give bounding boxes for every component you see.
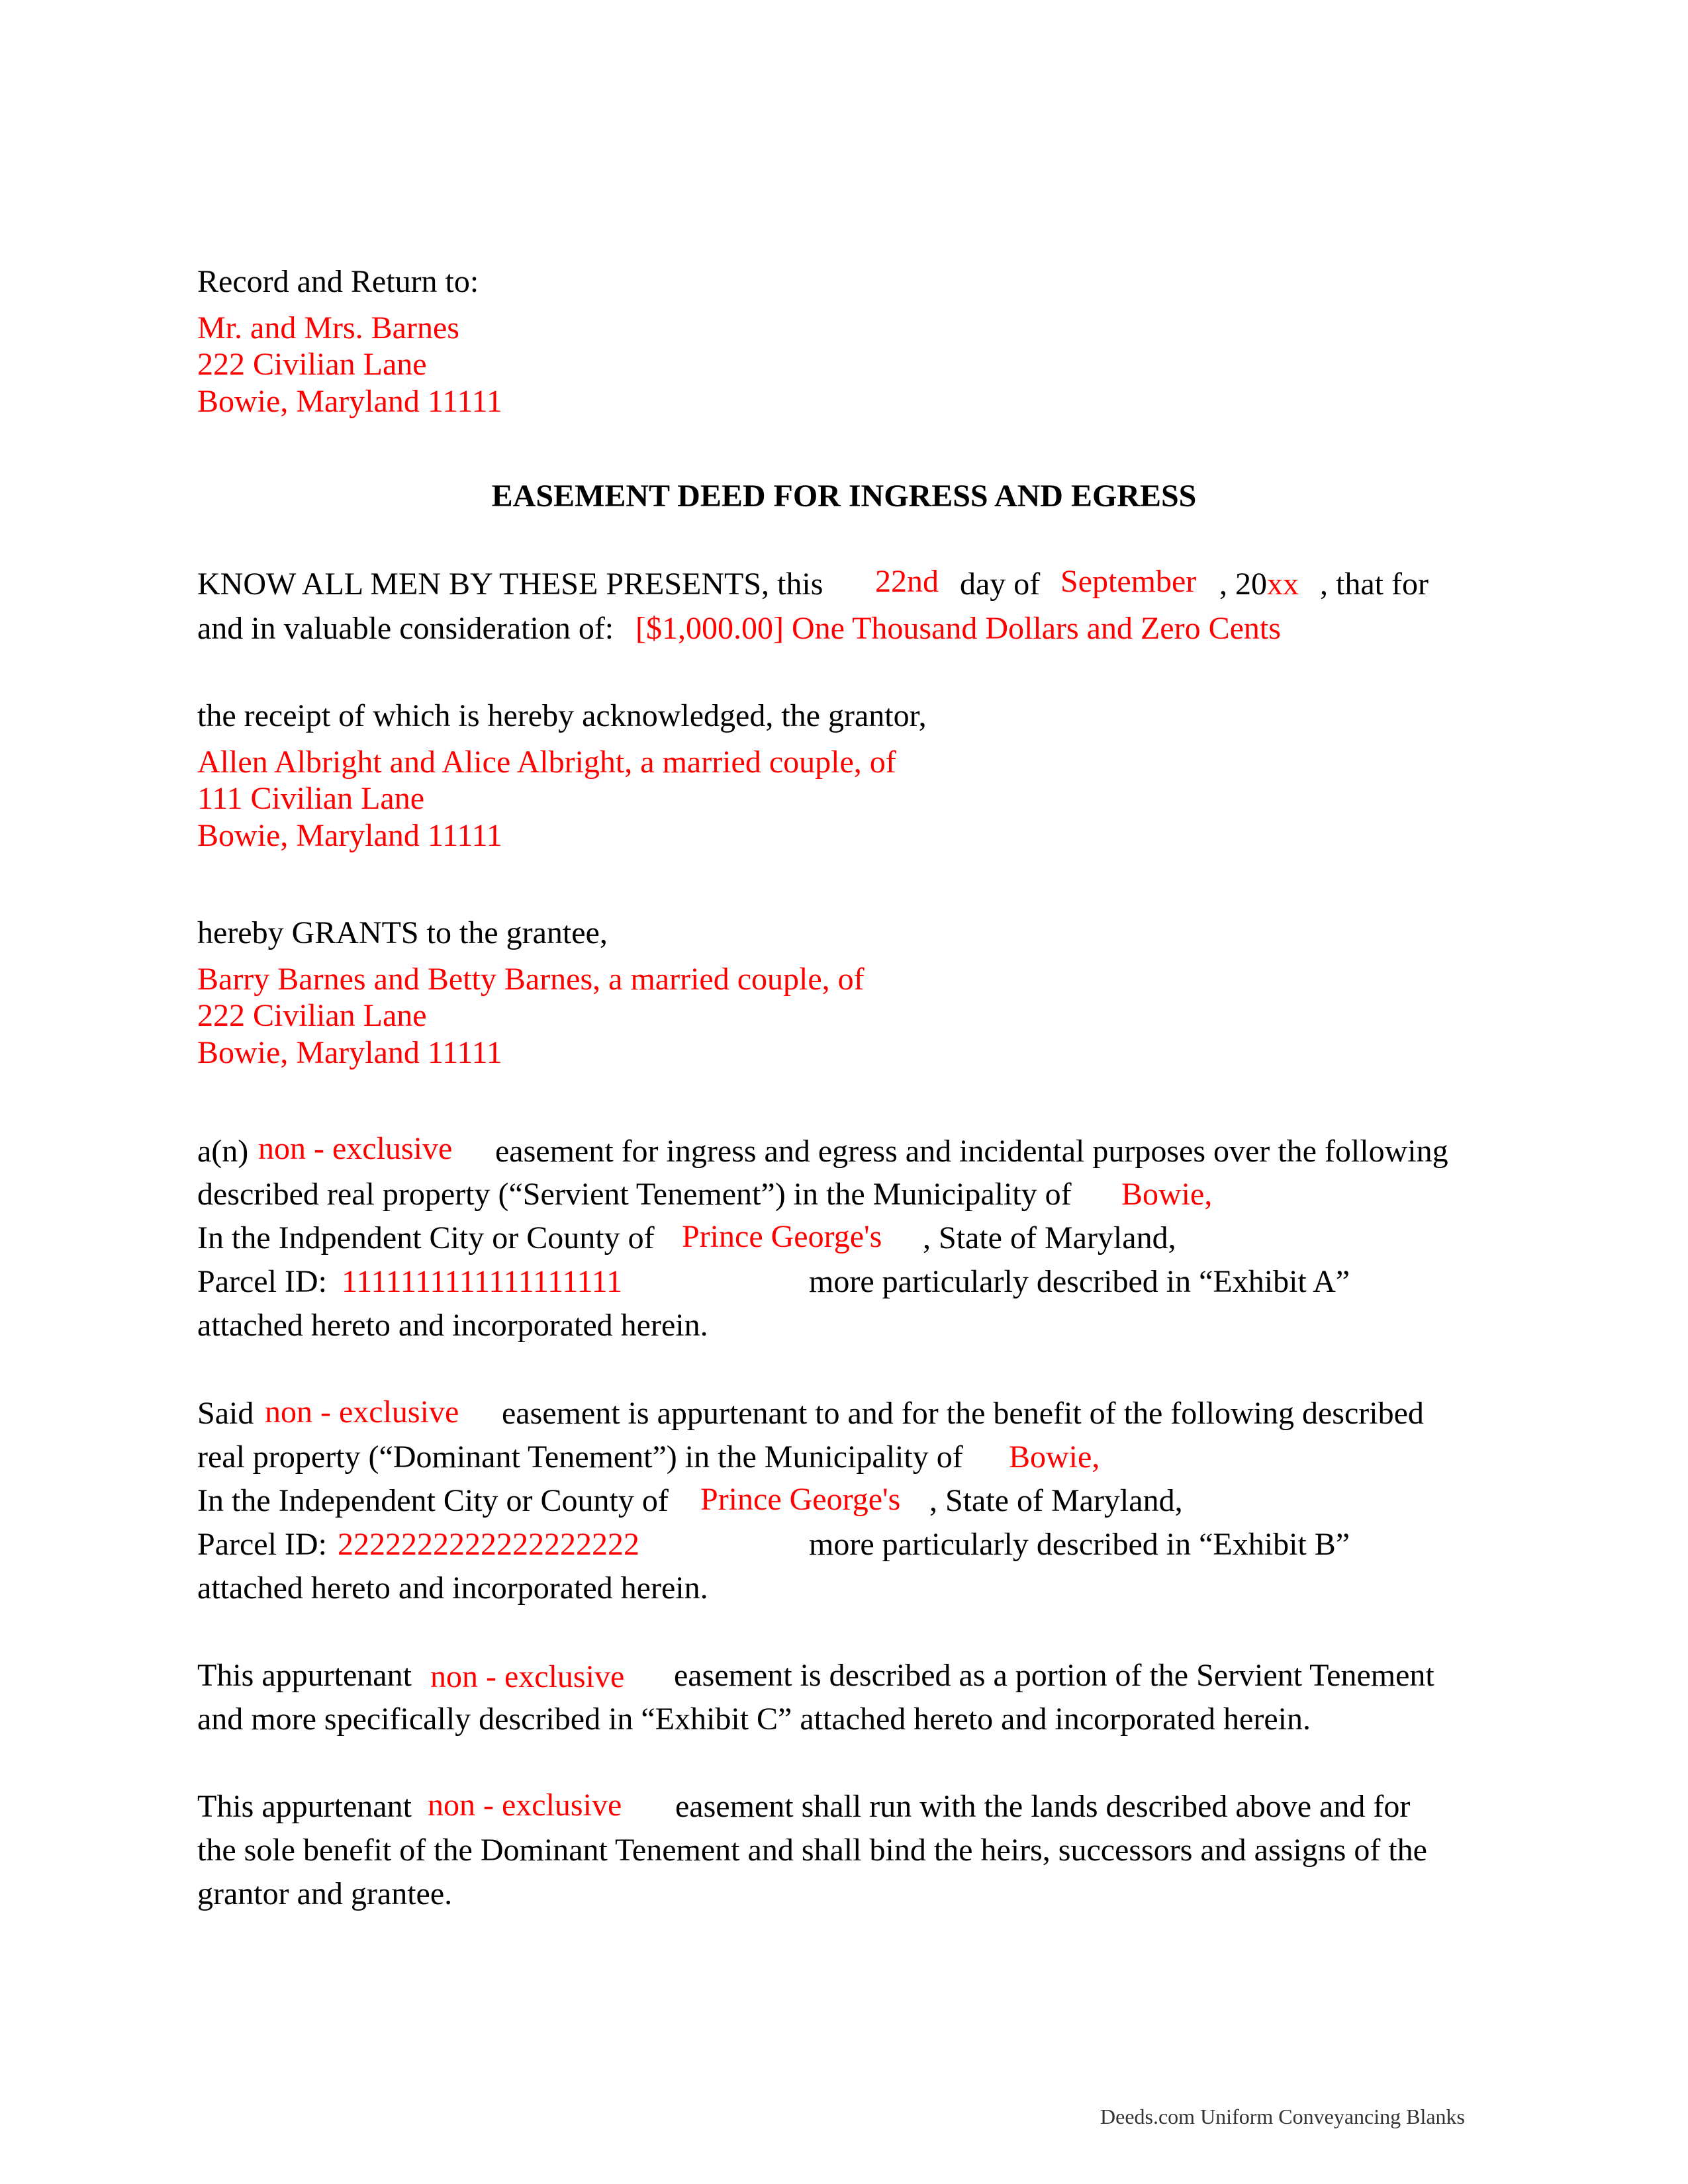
grantee-lead: hereby GRANTS to the grantee,	[197, 915, 608, 950]
record-heading: Record and Return to:	[197, 264, 479, 299]
servient-state: , State of Maryland,	[923, 1220, 1176, 1255]
dominant-parcel-label: Parcel ID:	[197, 1527, 327, 1562]
record-street: 222 Civilian Lane	[197, 347, 427, 382]
dominant-state: , State of Maryland,	[929, 1483, 1183, 1518]
dominant-county: Prince George's	[700, 1482, 901, 1517]
dominant-text-1: easement is appurtenant to and for the benefit of the following described	[502, 1396, 1424, 1431]
dominant-prefix: Said	[197, 1396, 254, 1431]
runs-easement-type: non - exclusive	[428, 1788, 622, 1823]
runs-text-1: easement shall run with the lands described above and for	[675, 1789, 1411, 1824]
record-name: Mr. and Mrs. Barnes	[197, 310, 459, 345]
record-city: Bowie, Maryland 11111	[197, 384, 502, 419]
grantor-lead: the receipt of which is hereby acknowledged, the grantor,	[197, 698, 927, 733]
deed-year	[1219, 566, 1299, 603]
intro-text-3: , that for	[1320, 567, 1429, 602]
deed-day: 22nd	[875, 564, 939, 599]
servient-prefix: a(n)	[197, 1134, 249, 1169]
intro-text-1: KNOW ALL MEN BY THESE PRESENTS, this	[197, 567, 823, 602]
portion-text-2: and more specifically described in “Exhibit C” attached hereto and incorporated herein.	[197, 1702, 1311, 1737]
servient-text-1: easement for ingress and egress and incidental purposes over the following	[495, 1134, 1448, 1169]
dominant-parcel-id: 2222222222222222222	[338, 1527, 639, 1562]
servient-easement-type: non - exclusive	[258, 1131, 453, 1166]
runs-text-3: grantor and grantee.	[197, 1876, 453, 1911]
grantor-city: Bowie, Maryland 11111	[197, 818, 502, 853]
grantee-street: 222 Civilian Lane	[197, 998, 427, 1033]
dominant-exhibit: more particularly described in “Exhibit B”	[809, 1527, 1350, 1562]
document-title: EASEMENT DEED FOR INGRESS AND EGRESS	[491, 478, 1197, 514]
deed-month: September	[1060, 564, 1197, 599]
servient-text-2: described real property (“Servient Tenement”) in the Municipality of	[197, 1177, 1072, 1212]
grantee-name: Barry Barnes and Betty Barnes, a married couple, of	[197, 962, 865, 997]
servient-text-3: In the Indpendent City or County of	[197, 1220, 655, 1255]
grantor-street: 111 Civilian Lane	[197, 781, 425, 816]
year-prefix: , 20	[1219, 567, 1267, 602]
servient-parcel-id: 1111111111111111111	[342, 1264, 622, 1299]
grantee-city: Bowie, Maryland 11111	[197, 1035, 502, 1070]
servient-parcel-label: Parcel ID:	[197, 1264, 327, 1299]
servient-municipality: Bowie,	[1121, 1177, 1213, 1212]
year-suffix: xx	[1267, 567, 1299, 602]
portion-prefix: This appurtenant	[197, 1658, 412, 1693]
dominant-text-2: real property (“Dominant Tenement”) in the Municipality of	[197, 1439, 963, 1475]
runs-text-2: the sole benefit of the Dominant Tenement and shall bind the heirs, successors and assigns of the	[197, 1833, 1427, 1868]
portion-easement-type: non - exclusive	[430, 1659, 625, 1694]
runs-prefix: This appurtenant	[197, 1789, 412, 1824]
consideration-amount: [$1,000.00] One Thousand Dollars and Zero Cents	[635, 611, 1281, 646]
servient-exhibit: more particularly described in “Exhibit A”	[809, 1264, 1350, 1299]
intro-text-2: day of	[960, 567, 1041, 602]
dominant-text-3: In the Independent City or County of	[197, 1483, 669, 1518]
servient-county: Prince George's	[682, 1219, 882, 1254]
dominant-easement-type: non - exclusive	[265, 1394, 459, 1430]
grantor-name: Allen Albright and Alice Albright, a married couple, of	[197, 745, 896, 780]
servient-closing: attached hereto and incorporated herein.	[197, 1308, 708, 1343]
dominant-closing: attached hereto and incorporated herein.	[197, 1570, 708, 1606]
dominant-municipality: Bowie,	[1009, 1439, 1100, 1475]
intro-line2-text: and in valuable consideration of:	[197, 611, 614, 646]
portion-text-1: easement is described as a portion of the Servient Tenement	[674, 1658, 1434, 1693]
footer-credit: Deeds.com Uniform Conveyancing Blanks	[1100, 2105, 1465, 2128]
